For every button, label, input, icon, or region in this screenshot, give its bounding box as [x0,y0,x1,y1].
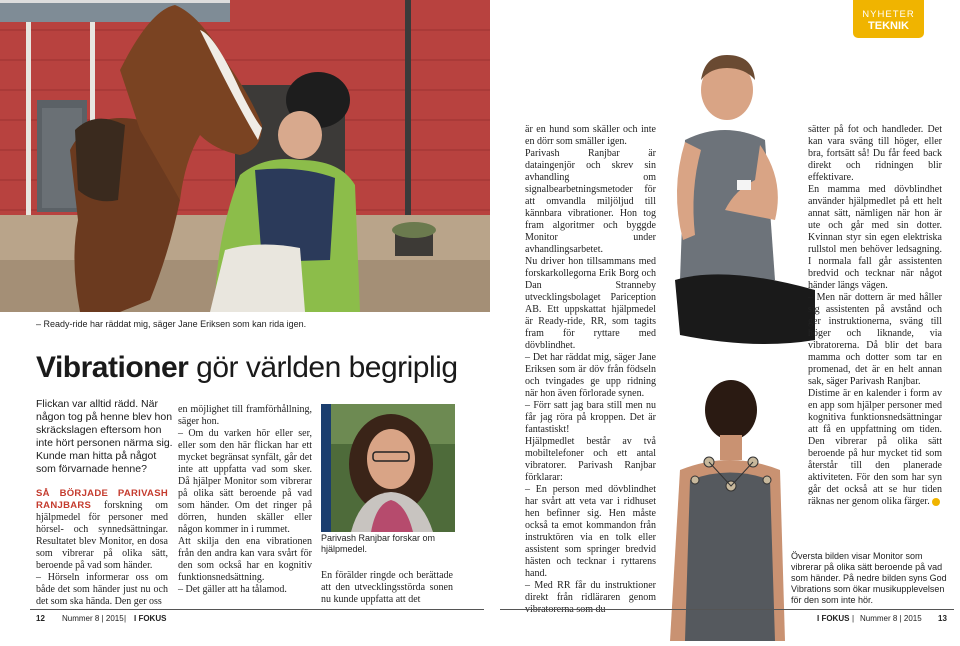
page-number: 13 [938,614,947,623]
footer-separator: | [124,614,127,623]
tag-top: NYHETER [862,9,915,20]
section-tag [853,0,924,38]
photo-caption: – Ready-ride har räddat mig, säger Jane Eriksen som kan rida igen. [36,319,307,329]
tag-bottom: TEKNIK [868,20,909,32]
title-bold: Vibrationer [36,351,189,384]
paragraph: Att skilja den ena vibrationen från den andra kan vara svårt för den som också har en kognitiv funktionsnedsättning. [178,536,312,583]
page-number-left [36,614,45,623]
end-mark-icon [932,498,940,506]
paragraph: sätter på fot och handleder. Det kan vara sväng till höger, eller bra, fortsätt så! Du får feed back direkt och ridningen blir effektivare. [808,124,942,183]
woman-monitor-photo [665,50,820,350]
paragraph: – Med RR får du instruktioner direkt från ridläraren genom [525,580,656,603]
title-rest: gör världen begriplig [196,351,458,384]
footer-separator: | [852,614,855,623]
paragraph: Hjälpmedlet består av två mobiltelefoner och ett antal vibratorer. Parivash Ranjbar förklarar: [525,436,656,483]
text-column-3 [321,570,453,606]
paragraph: – Det har räddat mig, säger Jane Eriksen som är döv från födseln och tvingades ge upp ridning när hon även förlorade synen. [525,352,656,399]
photo-caption-right: Översta bilden visar Monitor som vibrerar på olika sätt beroende på vad som händer. På nedre bilden syns God Vibrations som ökar musikupplevelsen för den som inte hör. [791,551,947,605]
kicker: SÅ BÖRJADE PARIVASH RANJBARS [36,488,168,511]
paragraph: forskning om hjälpmedel för personer med hörsel- och synnedsättningar. Resultatet blev Monitor, en dosa som vibrerar på olika sätt, beroende på vad som händer. [36,500,168,571]
paragraph: – Om du varken hör eller ser, eller som den här flickan har ett mycket begränsat synfält, går det inte att uppfatta vad som sker. Då hjälper Monitor som vibrerar på olika sätt beroende på vad som händer. Om det ringer på dörren, hunden skäller eller någon kommer in i rummet. [178,428,312,535]
paragraph: – Förr satt jag bara still men nu får jag röra på kroppen. Det är fantastiskt! [525,400,656,435]
paragraph-text: Distime är en kalender i form av en app som hjälper personer med kognitiva funktionsnedsättningar att få en uppfattning om tiden. Den vibrerar på olika sätt beroende på hur mycket tid som återstår till den planerade aktiviteten. För den som har syn går det också att se hur tiden räknas ner genom olika färger. [808,388,942,507]
paragraph: – Det gäller att ha tålamod. [178,584,287,595]
paragraph: Nu driver hon tillsammans med forskarkollegorna Erik Borg och Dan Stranneby utvecklingsbolaget Pariception AB. Ett uppskattat hjälpmedel är Ready-ride, RR, som tagits fram för ryttare med dövblindhet. [525,256,656,351]
woman-vibrations-photo [665,380,790,641]
horse-rider-photo [0,0,490,312]
page-number: 12 [36,614,45,623]
paragraph: Parivash Ranjbar är dataingenjör och skrev sin avhandling om signalbearbetningsmetoder för att omvandla miljöljud till kännbara vibrationer. Hon tog fram algoritmer och byggde Monitor under avhandlingsarbetet. [525,148,656,255]
footer-rule [500,609,954,610]
page-number-right [938,614,947,623]
issue-left: Nummer 8 | 2015 [62,614,124,623]
text-column-1 [36,488,168,608]
portrait-caption: Parivash Ranjbar forskar om hjälpmedel. [321,533,436,554]
magazine-name-left [134,614,166,623]
paragraph: är en hund som skäller och inte en dörr som smäller igen. [525,124,656,147]
text-column-5 [808,124,942,508]
paragraph: – En person med dövblindhet har svårt att veta var i ridhuset hen befinner sig. Hen måste också ta emot kommandon från instruktören via en tolk eller assistent som springer bredvid hästen och tecknar i ryttarens hand. [525,484,656,579]
issue-right: Nummer 8 | 2015 [860,614,922,623]
article-title [36,350,476,386]
magazine-name: I FOKUS [817,614,850,623]
paragraph: en möjlighet till framförhållning, säger hon. [178,404,312,427]
text-column-2 [178,404,312,596]
magazine-name-right [817,614,849,623]
researcher-portrait [321,404,455,532]
paragraph: En mamma med dövblindhet använder hjälpmedlet på ett helt annat sätt, nämligen när hon är ute och går med sin dotter. Kvinnan styr sin egen elektriska rullstol men behöver ledsagning. I normala fall går assistenten bredvid och tecknar när något händer längs vägen. [808,184,942,291]
paragraph: En förälder ringde och berättade att den utvecklingsstörda sonen nu kunde uppfatta att det [321,570,453,605]
footer-rule [30,609,484,610]
paragraph: – Hörseln informerar oss om både det som händer just nu och det som ska hända. Den ger oss [36,572,168,607]
paragraph [808,388,942,508]
magazine-name: I FOKUS [134,614,167,623]
text-column-4 [525,124,656,616]
lead-paragraph: Flickan var alltid rädd. När någon tog på henne blev hon skräckslagen eftersom hon inte hört personen närma sig. Kunde man hitta på något som förvarnade henne? [36,398,173,475]
paragraph: – Men när dottern är med håller sig assistenten på avstånd och ger instruktionerna, sväng till höger och liknande, via vibratorerna. Då blir det bara mamma och dotter som tar en promenad, det är en helt annan sak, säger Parivash Ranjbar. [808,292,942,387]
